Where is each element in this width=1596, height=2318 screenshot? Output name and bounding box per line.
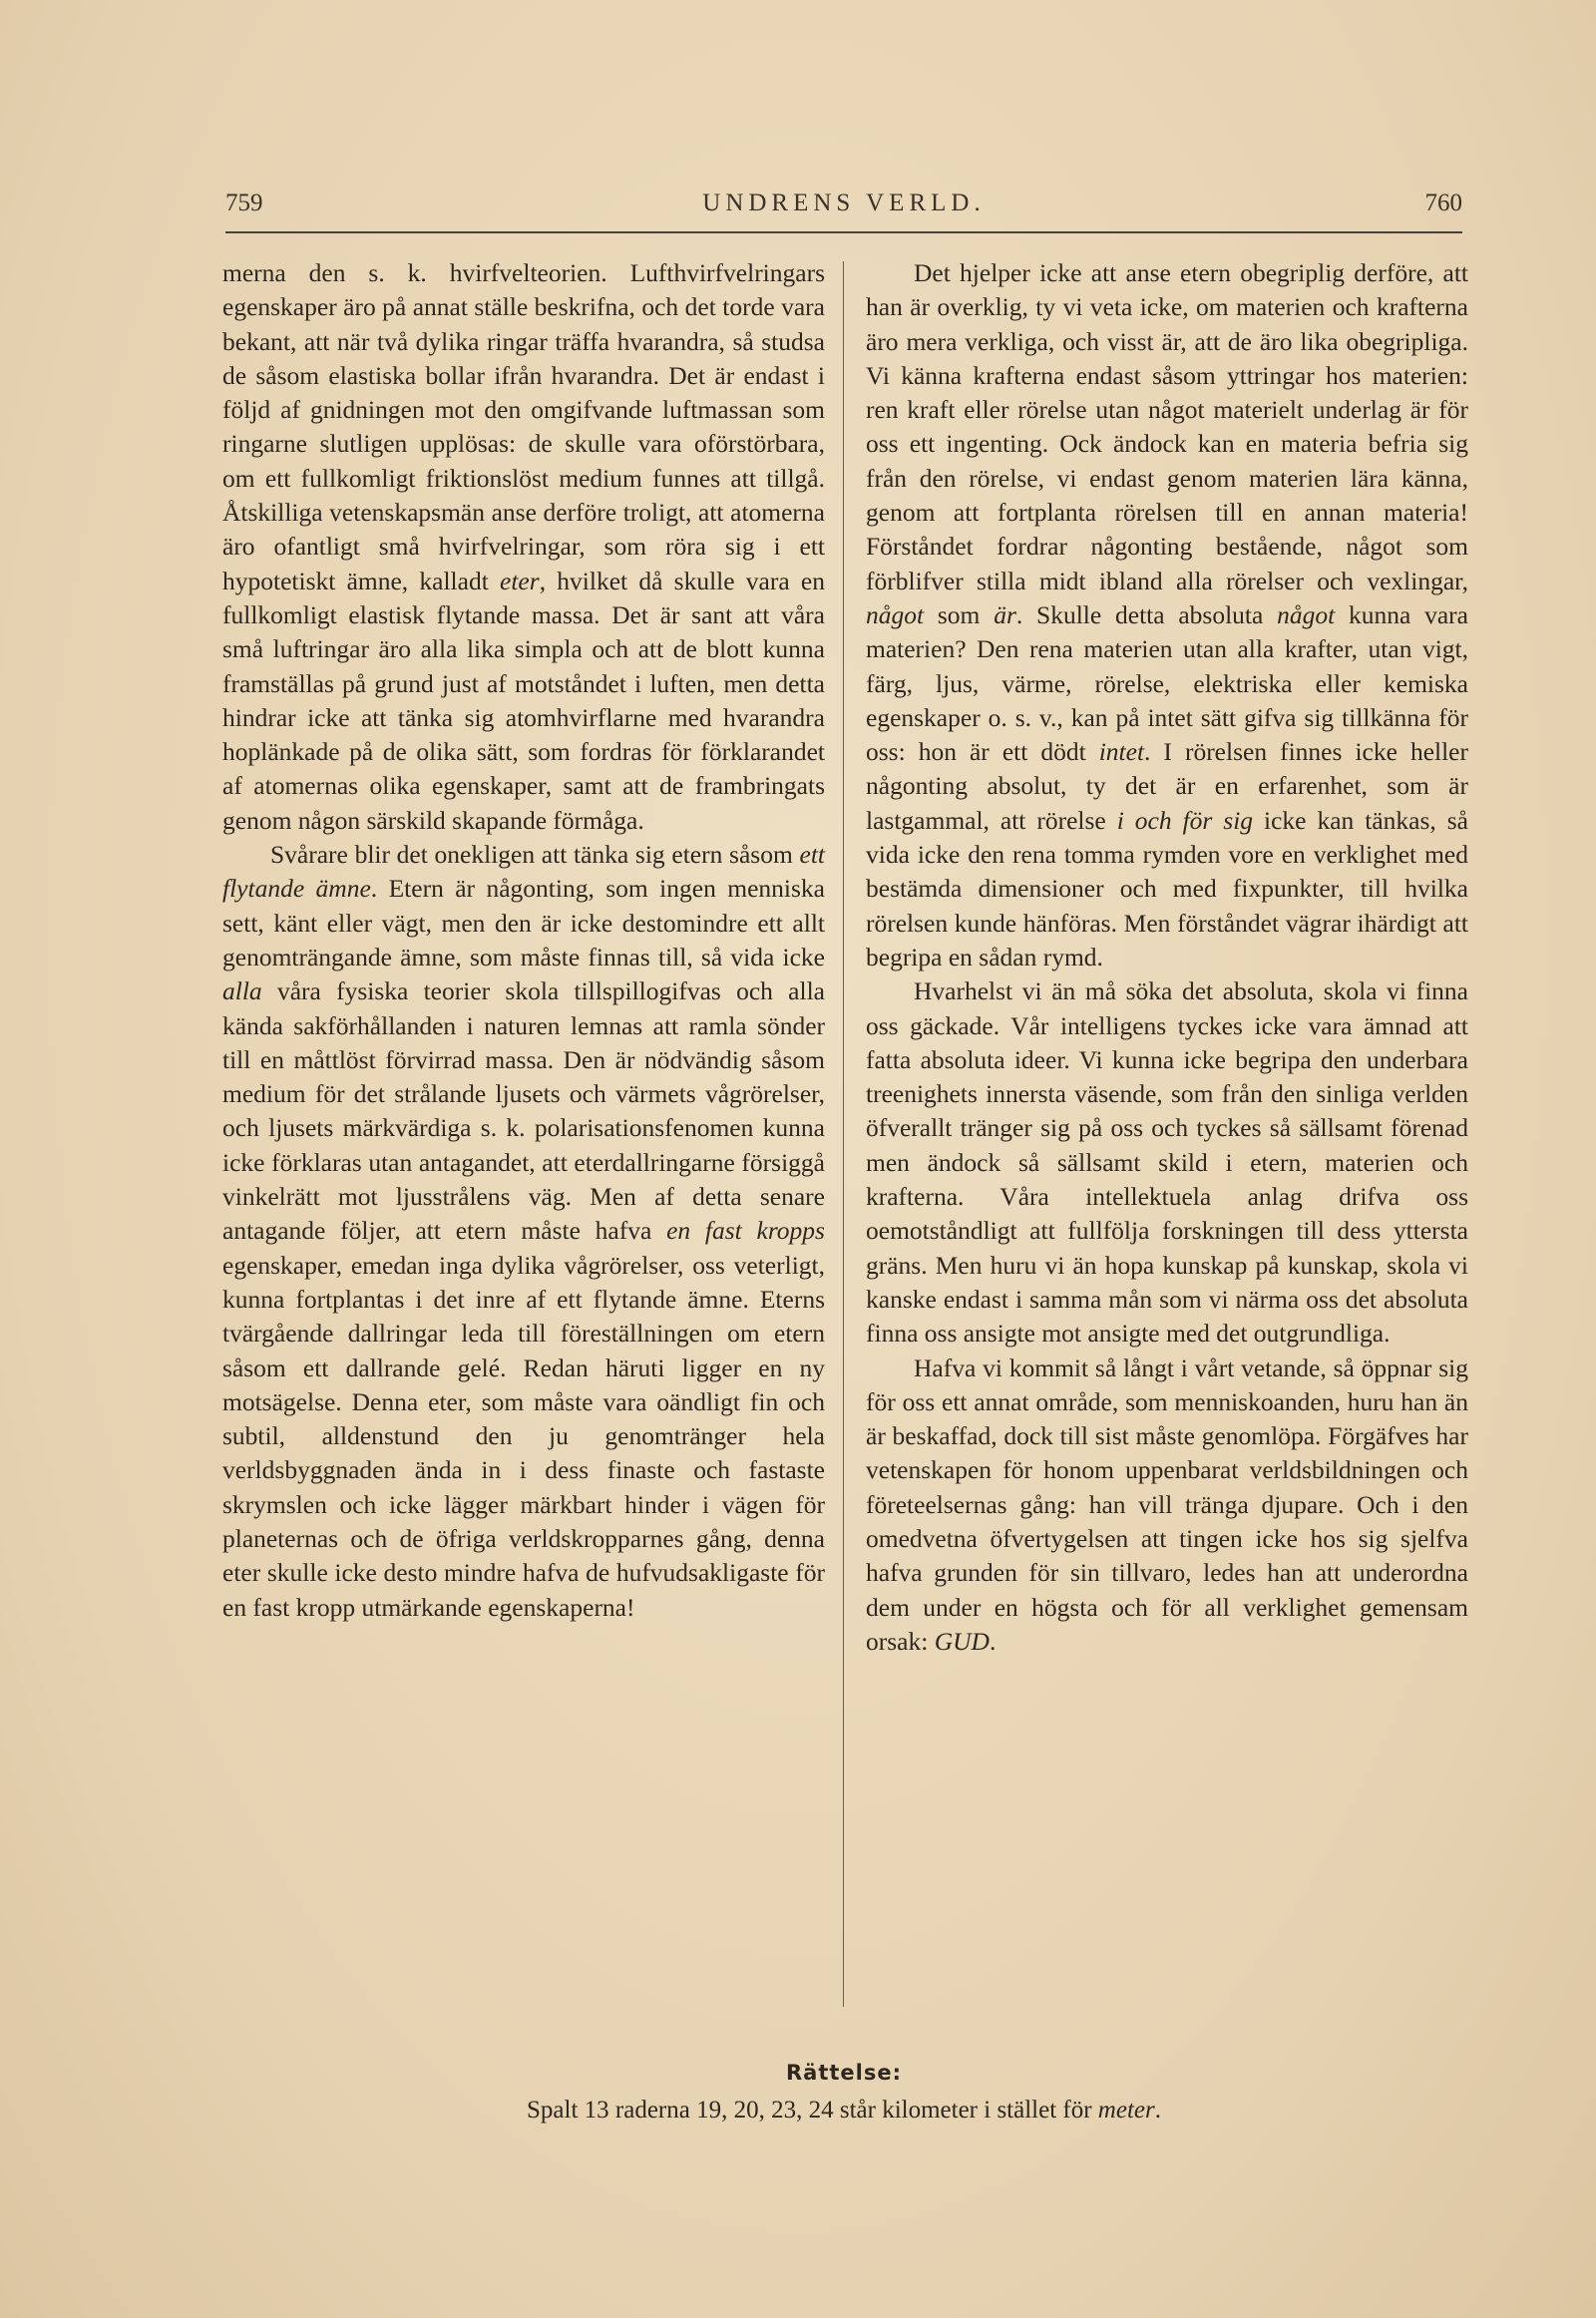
correction-heading: Rättelse: [786, 2061, 902, 2085]
page-number-right: 760 [1424, 190, 1462, 216]
right-paragraph-3: Hafva vi kommit så långt i vårt vetande, så öppnar sig för oss ett annat område, som menniskoanden, huru han än är beskaffad, dock till sist måste genomlöpa. Förgäfves har vetenskapen för honom uppenbarat verldsbildningen och företeelsernas gång: han vill tränga djupare. Och i den omedvetna öfvertygelsen att tingen icke hos sig sjelfva hafva grunden för sin tillvaro, ledes han att underordna dem under en högsta och för all verklighet gemensam orsak: GUD. [866, 1352, 1468, 1656]
left-paragraph-1: merna den s. k. hvirfvelteorien. Lufthvirfvelringars egenskaper äro på annat ställe beskrifna, och det torde vara bekant, att när två dylika ringar träffa hvarandra, så studsa de såsom elastiska bollar ifrån hvarandra. Det är endast i följd af gnidningen mot den omgifvande luftmassan som ringarne slutligen upplösas: de skulle vara oförstörbara, om ett fullkomligt friktionslöst medium funnes att tillgå. Åtskilliga vetenskapsmän anse derföre troligt, att atomerna äro ofantligt små hvirfvelringar, som röra sig i ett hypotetiskt ämne, kalladt eter, hvilket då skulle vara en fullkomligt elastisk flytande massa. Det är sant att våra små luftringar äro alla lika simpla och att de blott kunna framställas på grund just af motståndet i luften, men detta hindrar icke att tänka sig atomhvirflarne med hvarandra hoplänkade på de olika sätt, som fordras för förklarandet af atomernas olika egenskaper, samt att de frambringats genom någon särskild skapande förmåga. [222, 258, 825, 835]
page-header [225, 190, 1462, 229]
left-column [222, 256, 825, 1625]
correction-text: Spalt 13 raderna 19, 20, 23, 24 står kilometer i stället för meter. [527, 2097, 1161, 2124]
right-paragraph-1: Det hjelper icke att anse etern obegriplig derföre, att han är overklig, ty vi veta icke, om materien och krafterna äro mera verkliga, och visst är, att de äro lika obegripliga. Vi känna krafterna endast såsom yttringar hos materien: ren kraft eller rörelse utan något materielt underlag är för oss ett ingenting. Ock ändock kan en materia befria sig från den rörelse, vi endast genom materien lära känna, genom att fortplanta rörelsen till en annan materia! Förståndet fordrar någonting bestående, något som förblifver stilla midt ibland alla rörelser och vexlingar, något som är. Skulle detta absoluta något kunna vara materien? Den rena materien utan alla krafter, utan vigt, färg, ljus, värme, rörelse, elektriska eller kemiska egenskaper o. s. v., kan på intet sätt gifva sig tillkänna för oss: hon är ett dödt intet. I rörelsen finnes icke heller någonting absolut, ty det är en erfarenhet, som är lastgammal, att rörelse i och för sig icke kan tänkas, så vida icke den rena tomma rymden vore en verklighet med bestämda dimensioner och med fixpunkter, till hvilka rörelsen kunde hänföras. Men förståndet vägrar ihärdigt att begripa en sådan rymd. [866, 258, 1469, 971]
right-column [866, 256, 1468, 1659]
header-rule [225, 231, 1462, 233]
left-paragraph-2: Svårare blir det onekligen att tänka sig etern såsom ett flytande ämne. Etern är någonting, som ingen menniska sett, känt eller vägt, men den är icke destomindre ett allt genomträngande ämne, som måste finnas till, så vida icke alla våra fysiska teorier skola tillspillogifvas och alla kända sakförhållanden i naturen lemnas att ramla sönder till en måttlöst förvirrad massa. Den är nödvändig såsom medium för det strålande ljusets och värmets vågrörelser, och ljusets märkvärdiga s. k. polarisationsfenomen kunna icke förklaras utan antagandet, att eterdallringarne försiggå vinkelrätt mot ljusstrålens väg. Men af detta senare antagande följer, att etern måste hafva en fast kropps egenskaper, emedan inga dylika vågrörelser, oss veterligt, kunna fortplantas i det inre af ett flytande ämne. Eterns tvärgående dallringar leda till föreställningen om etern såsom ett dallrande gelé. Redan häruti ligger en ny motsägelse. Denna eter, som måste vara oändligt fin och subtil, alldenstund den ju genomtränger hela verldsbyggnaden ända in i dess finaste och fastaste skrymslen och icke lägger märkbart hinder i vägen för planeternas och de öfriga verldskropparnes gång, denna eter skulle icke desto mindre hafva de hufvudsakligaste för en fast kropp utmärkande egenskaperna! [222, 840, 825, 1622]
page-number-left: 759 [225, 190, 263, 216]
column-divider [843, 261, 844, 2007]
right-paragraph-2: Hvarhelst vi än må söka det absoluta, skola vi finna oss gäckade. Vår intelligens tyckes icke vara ämnad att fatta absoluta ideer. Vi kunna icke begripa den underbara treenighets innersta väsende, som från den sinliga verlden öfverallt tränger sig på oss och tyckes så sällsamt förenad men ändock så sällsamt skild i etern, materien och krafterna. Våra intellektuela anlag drifva oss oemotståndligt att fullfölja forskningen till dess yttersta gräns. Men huru vi än hopa kunskap på kunskap, skola vi kanske endast i samma mån som vi närma oss det absoluta finna oss ansigte mot ansigte med det outgrundliga. [866, 976, 1468, 1349]
running-title: UNDRENS VERLD. [702, 190, 986, 216]
